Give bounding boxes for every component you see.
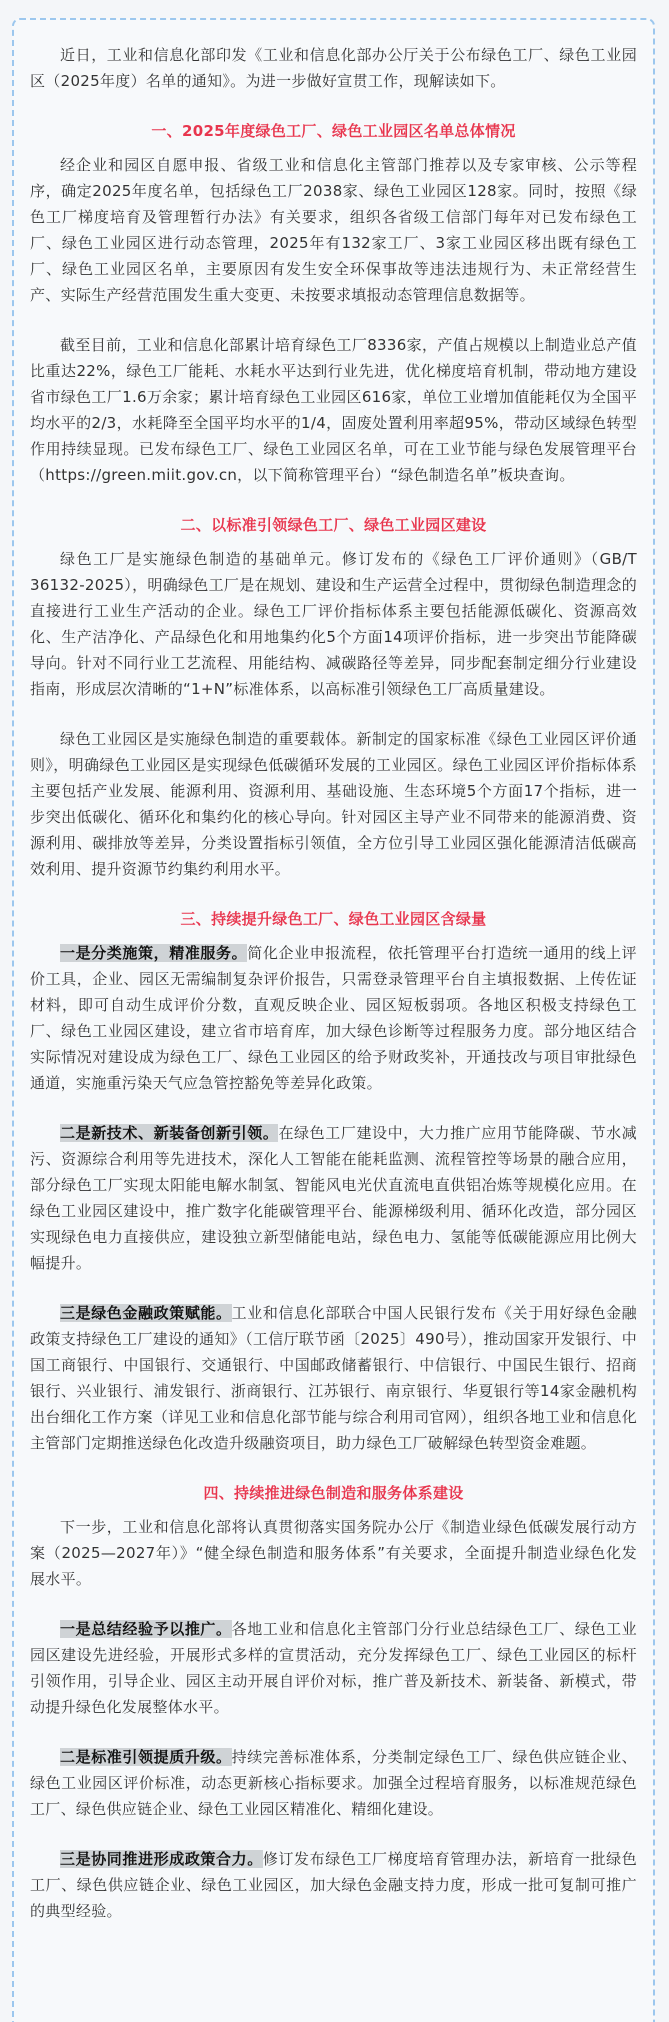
lead-phrase: 二是标准引领提质升级。 (60, 1748, 232, 1766)
paragraph-text: 工业和信息化部联合中国人民银行发布《关于用好绿色金融政策支持绿色工厂建设的通知》（工信厅联节函〔2025〕490号），推动国家开发银行、中国工商银行、中国银行、交通银行、中国邮政储蓄银行、中信银行、中国民生银行、招商银行、兴业银行、浦发银行、浙商银行、江苏银行、南京银行、华夏银行等14家金融机构出台细化工作方案（详见工业和信息化部节能与综合利用司官网），组织各地工业和信息化主管部门定期推送绿色化改造升级融资项目，助力绿色工厂破解绿色转型资金难题。 (30, 1304, 637, 1452)
lead-phrase: 二是新技术、新装备创新引领。 (60, 1124, 279, 1142)
paragraph-text: 简化企业申报流程，依托管理平台打造统一通用的线上评价工具，企业、园区无需编制复杂评价报告，只需登录管理平台自主填报数据、上传佐证材料，即可自动生成评价分数，直观反映企业、园区短板弱项。各地区积极支持绿色工厂、绿色工业园区建设，建立省市培育库，加大绿色诊断等过程服务力度。部分地区结合实际情况对建设成为绿色工厂、绿色工业园区的给予财政奖补，开通技改与项目审批绿色通道，实施重污染天气应急管控豁免等差异化政策。 (30, 944, 637, 1092)
paragraph-text: 持续完善标准体系，分类制定绿色工厂、绿色供应链企业、绿色工业园区评价标准，动态更新核心指标要求。加强全过程培育服务，以标准规范绿色工厂、绿色供应链企业、绿色工业园区精准化、精细化建设。 (30, 1748, 637, 1818)
section-paragraph (30, 1120, 637, 1276)
section-paragraph (30, 332, 637, 488)
section-paragraph (30, 1744, 637, 1822)
paragraph-text: 截至目前，工业和信息化部累计培育绿色工厂8336家，产值占规模以上制造业总产值比重达22%，绿色工厂能耗、水耗水平达到行业先进，优化梯度培育机制，带动地方建设省市绿色工厂1.6万余家；累计培育绿色工业园区616家，单位工业增加值能耗仅为全国平均水平的2/3，水耗降至全国平均水平的1/4，固废处置利用率超95%，带动区域绿色转型作用持续显现。已发布绿色工厂、绿色工业园区名单，可在工业节能与绿色发展管理平台（https://green.miit.gov.cn，以下简称管理平台）“绿色制造名单”板块查询。 (30, 336, 637, 484)
section-paragraph (30, 1846, 637, 1924)
paragraph-text: 绿色工厂是实施绿色制造的基础单元。修订发布的《绿色工厂评价通则》（GB/T 36132-2025），明确绿色工厂是在规划、建设和生产运营全过程中，贯彻绿色制造理念的直接进行工业生产活动的企业。绿色工厂评价指标体系主要包括能源低碳化、资源高效化、生产洁净化、产品绿色化和用地集约化5个方面14项评价指标，进一步突出节能降碳导向。针对不同行业工艺流程、用能结构、减碳路径等差异，同步配套制定细分行业建设指南，形成层次清晰的“1+N”标准体系，以高标准引领绿色工厂高质量建设。 (30, 550, 638, 698)
section-paragraph (30, 940, 637, 1096)
intro-text: 近日，工业和信息化部印发《工业和信息化部办公厅关于公布绿色工厂、绿色工业园区（2025年度）名单的通知》。为进一步做好宣贯工作，现解读如下。 (30, 46, 637, 90)
paragraph-text: 各地工业和信息化主管部门分行业总结绿色工厂、绿色工业园区建设先进经验，开展形式多样的宣贯活动，充分发挥绿色工厂、绿色工业园区的标杆引领作用，引导企业、园区主动开展自评价对标，推广普及新技术、新装备、新模式，带动提升绿色化发展整体水平。 (30, 1620, 637, 1716)
section-paragraph (30, 726, 637, 882)
lead-phrase: 一是分类施策，精准服务。 (60, 944, 248, 962)
article-frame (12, 18, 655, 2022)
section-paragraph (30, 1514, 637, 1592)
paragraph-text: 在绿色工厂建设中，大力推广应用节能降碳、节水减污、资源综合利用等先进技术，深化人工智能在能耗监测、流程管控等场景的融合应用，部分绿色工厂实现太阳能电解水制氢、智能风电光伏直流电直供铝冶炼等规模化应用。在绿色工业园区建设中，推广数字化能碳管理平台、能源梯级利用、循环化改造，部分园区实现绿色电力直接供应，建设独立新型储能电站，绿色电力、氢能等低碳能源应用比例大幅提升。 (30, 1124, 637, 1272)
lead-phrase: 一是总结经验予以推广。 (60, 1620, 232, 1638)
article-body (30, 42, 637, 1924)
section-heading: 三、持续提升绿色工厂、绿色工业园区含绿量 (180, 910, 487, 928)
section-paragraph (30, 152, 637, 308)
section-heading: 二、以标准引领绿色工厂、绿色工业园区建设 (180, 516, 487, 534)
section-paragraph (30, 1300, 637, 1456)
paragraph-text: 经企业和园区自愿申报、省级工业和信息化主管部门推荐以及专家审核、公示等程序，确定2025年度名单，包括绿色工厂2038家、绿色工业园区128家。同时，按照《绿色工厂梯度培育及管理暂行办法》有关要求，组织各省级工信部门每年对已发布绿色工厂、绿色工业园区进行动态管理，2025年有132家工厂、3家工业园区移出既有绿色工厂、绿色工业园区名单，主要原因有发生安全环保事故等违法违规行为、未正常经营生产、实际生产经营范围发生重大变更、未按要求填报动态管理信息数据等。 (30, 156, 637, 304)
intro-paragraph (30, 42, 637, 94)
lead-phrase: 三是绿色金融政策赋能。 (60, 1304, 232, 1322)
paragraph-text: 下一步，工业和信息化部将认真贯彻落实国务院办公厅《制造业绿色低碳发展行动方案（2025—2027年）》“健全绿色制造和服务体系”有关要求，全面提升制造业绿色化发展水平。 (30, 1518, 637, 1588)
section-paragraph (30, 1616, 637, 1720)
paragraph-text: 修订发布绿色工厂梯度培育管理办法，新培育一批绿色工厂、绿色供应链企业、绿色工业园区，加大绿色金融支持力度，形成一批可复制可推广的典型经验。 (30, 1850, 638, 1920)
section-heading: 一、2025年度绿色工厂、绿色工业园区名单总体情况 (151, 122, 516, 140)
paragraph-text: 绿色工业园区是实施绿色制造的重要载体。新制定的国家标准《绿色工业园区评价通则》，明确绿色工业园区是实现绿色低碳循环发展的工业园区。绿色工业园区评价指标体系主要包括产业发展、能源利用、资源利用、基础设施、生态环境5个方面17个指标，进一步突出低碳化、循环化和集约化的核心导向。针对园区主导产业不同带来的能源消费、资源利用、碳排放等差异，分类设置指标引领值，全方位引导工业园区强化能源清洁低碳高效利用、提升资源节约集约利用水平。 (30, 730, 637, 878)
section-heading: 四、持续推进绿色制造和服务体系建设 (203, 1484, 464, 1502)
lead-phrase: 三是协同推进形成政策合力。 (60, 1850, 263, 1868)
section-paragraph (30, 546, 637, 702)
